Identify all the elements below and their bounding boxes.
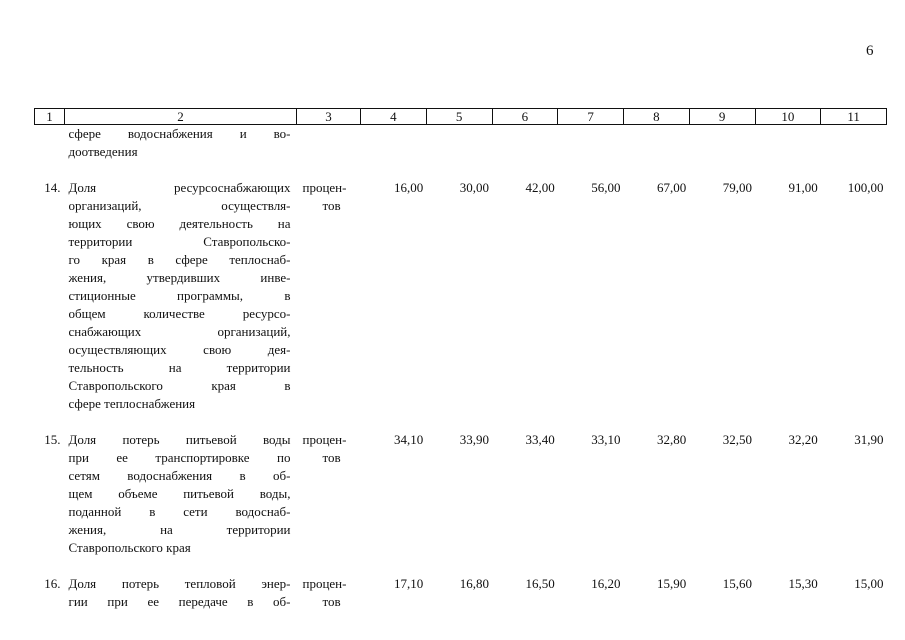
indicator-name: Доля потерь питьевой воды при ее транспортировке по сетям водоснабжения в об- щем объеме питьевой воды, поданной в сети водоснаб- жения, на территории Ставропольского края [68, 432, 291, 555]
row-index: 14. [44, 180, 61, 195]
value-cell: 31,90 [854, 432, 884, 447]
header-cell: 1 [35, 109, 65, 125]
indicators-table [34, 108, 887, 611]
column-number-header [35, 109, 887, 125]
header-cell: 4 [361, 109, 427, 125]
value-cell: 34,10 [394, 432, 424, 447]
value-cell: 17,10 [394, 576, 424, 591]
value-cell: 32,50 [722, 432, 752, 447]
value-cell: 33,90 [459, 432, 489, 447]
header-cell: 8 [624, 109, 690, 125]
value-cell: 32,80 [657, 432, 687, 447]
value-cell: 15,60 [722, 576, 752, 591]
value-cell: 15,30 [788, 576, 818, 591]
unit: процен- тов [302, 180, 347, 213]
value-cell: 42,00 [525, 180, 555, 195]
value-cell: 16,50 [525, 576, 555, 591]
header-cell: 6 [492, 109, 558, 125]
value-cell: 16,20 [591, 576, 621, 591]
header-cell: 2 [65, 109, 297, 125]
value-cell: 67,00 [657, 180, 687, 195]
indicator-name: Доля ресурсоснабжающих организаций, осуществля- ющих свою деятельность на территории Ставропольско- го края в сфере теплоснаб- жения, утвердивших инве- стиционные программы, в общем количестве ресурсо- снабжающих организаций, осуществляющих свою дея- тельность на территории Ставропольского края в сфере теплоснабжения [68, 180, 291, 411]
value-cell: 32,20 [788, 432, 818, 447]
value-cell: 15,90 [657, 576, 687, 591]
table-row [35, 431, 887, 557]
table-row [35, 179, 887, 413]
header-cell: 9 [689, 109, 755, 125]
table-row [35, 575, 887, 611]
value-cell: 30,00 [459, 180, 489, 195]
value-cell: 100,00 [847, 180, 884, 195]
value-cell: 56,00 [591, 180, 621, 195]
header-cell: 10 [755, 109, 821, 125]
value-cell: 16,00 [394, 180, 424, 195]
header-cell: 11 [821, 109, 887, 125]
indicator-name: сфере водоснабжения и во- доотведения [68, 126, 291, 159]
header-cell: 5 [426, 109, 492, 125]
value-cell: 91,00 [788, 180, 818, 195]
row-index: 16. [44, 576, 61, 591]
unit: процен- тов [302, 576, 347, 609]
value-cell: 33,10 [591, 432, 621, 447]
row-index: 15. [44, 432, 61, 447]
value-cell: 79,00 [722, 180, 752, 195]
table-row-continuation [35, 125, 887, 162]
header-cell: 3 [297, 109, 361, 125]
value-cell: 33,40 [525, 432, 555, 447]
unit: процен- тов [302, 432, 347, 465]
value-cell: 16,80 [459, 576, 489, 591]
indicator-name: Доля потерь тепловой энер- гии при ее передаче в об- [68, 576, 291, 609]
header-cell: 7 [558, 109, 624, 125]
page-number: 6 [866, 43, 874, 59]
value-cell: 15,00 [854, 576, 884, 591]
